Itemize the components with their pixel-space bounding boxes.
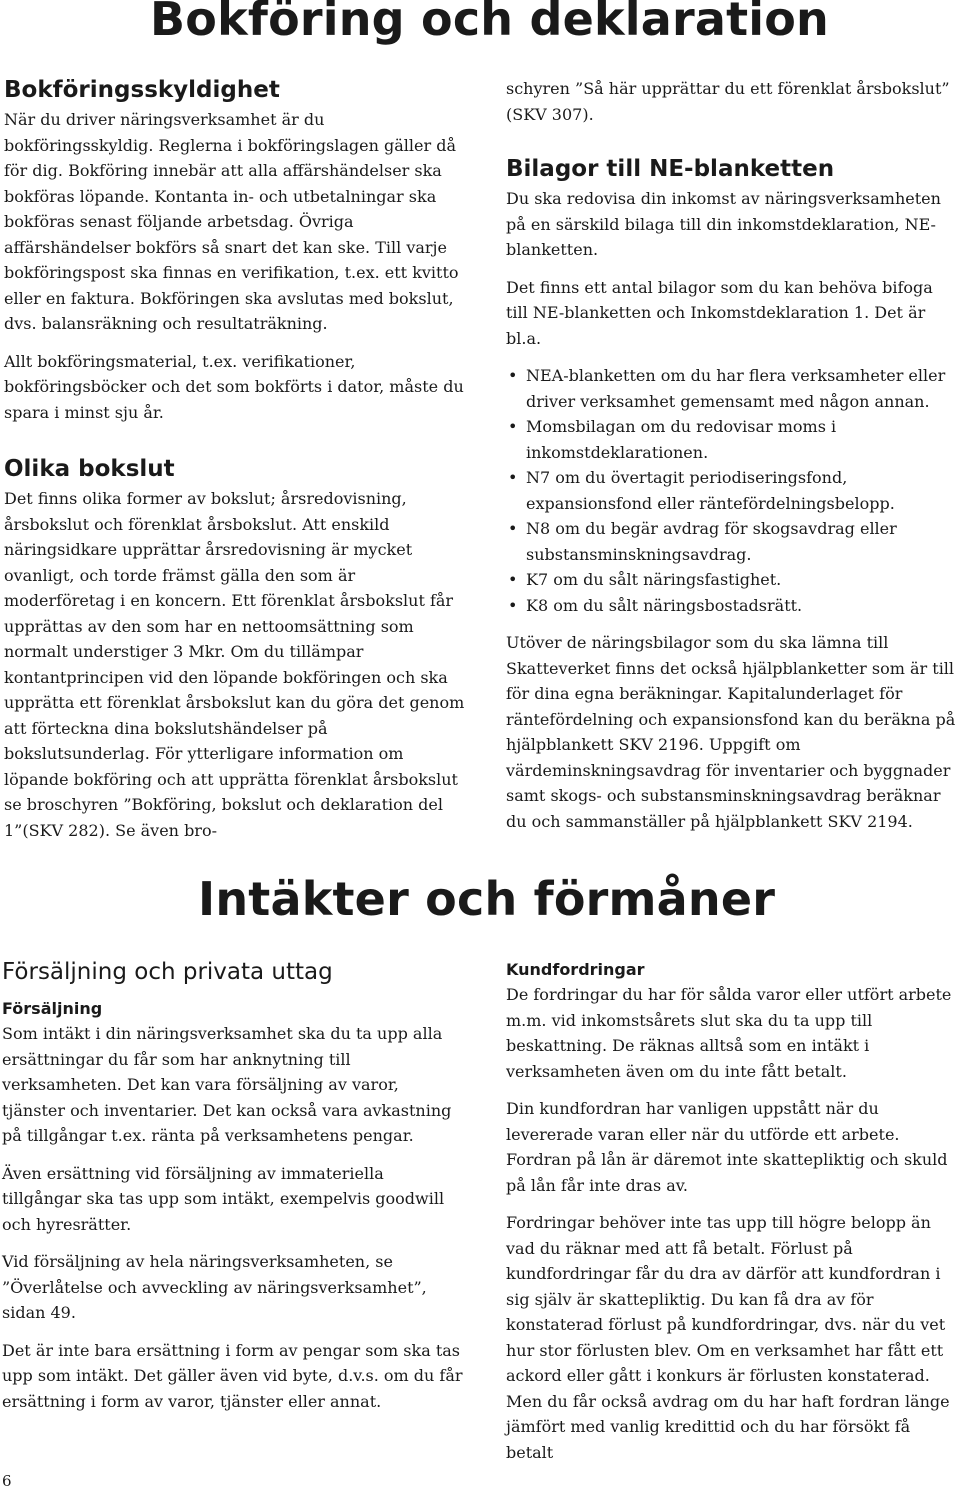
paragraph: Fordringar behöver inte tas upp till högre belopp än vad du räknar med att få betalt. Förlust på kundfordringar får du dra av därför att kundfordran i sig själv är skattepliktig. Du kan få dra av för konstaterad förlust på kundfordringar, dvs. när du vet hur stor förlusten blev. Om en verksamhet har fått ett ackord eller gått i konkurs är förlusten konstaterad. Men du får också avdrag om du har haft fordran länge jämfört med vanlig kredittid och du har försökt få betalt xyxy=(506,1213,950,1462)
paragraph: Även ersättning vid försäljning av immateriella tillgångar ska tas upp som intäkt, exempelvis goodwill och hyresrätter. xyxy=(2,1163,445,1234)
heading-bokforingsskyldighet: Bokföringsskyldighet xyxy=(4,77,280,103)
heading-olika-bokslut: Olika bokslut xyxy=(4,456,175,482)
list-item: • Momsbilagan om du redovisar moms i inkomstdeklarationen. xyxy=(506,414,958,465)
column-top-left xyxy=(4,76,466,855)
paragraph: Det finns ett antal bilagor som du kan behöva bifoga till NE-blanketten och Inkomstdeklaration 1. Det är bl.a. xyxy=(506,277,933,348)
list-item: • N8 om du begär avdrag för skogsavdrag eller substansminskningsavdrag. xyxy=(506,516,958,567)
paragraph: Vid försäljning av hela näringsverksamheten, se ”Överlåtelse och avveckling av näringsverksamhet”, sidan 49. xyxy=(2,1252,427,1322)
paragraph: Det är inte bara ersättning i form av pengar som ska tas upp som intäkt. Det gäller även vid byte, d.v.s. om du får ersättning i form av varor, tjänster eller annat. xyxy=(2,1340,463,1411)
subheading-forsaljning: Försäljning xyxy=(2,999,103,1018)
page-number: 6 xyxy=(2,1472,12,1490)
subheading-kundfordringar: Kundfordringar xyxy=(506,960,645,979)
section-title: Intäkter och förmåner xyxy=(198,872,776,926)
heading-forsaljning-och-privata-uttag: Försäljning och privata uttag xyxy=(2,959,333,985)
list-item: • N7 om du övertagit periodiseringsfond, expansionsfond eller räntefördelningsbelopp. xyxy=(506,465,958,516)
paragraph: Allt bokföringsmaterial, t.ex. verifikationer, bokföringsböcker och det som bokförts i dator, måste du spara i minst sju år. xyxy=(4,351,464,422)
paragraph: Utöver de näringsbilagor som du ska lämna till Skatteverket finns det också hjälpblanketter som är till för dina egna beräkningar. Kapitalunderlaget för räntefördelning och expansionsfond kan du beräkna på hjälpblankett SKV 2196. Uppgift om värdeminskningsavdrag för inventarier och byggnader samt skogs- och substansminskningsavdrag beräknar du och sammanställer på hjälpblankett SKV 2194. xyxy=(506,633,956,831)
heading-bilagor: Bilagor till NE-blanketten xyxy=(506,156,835,182)
column-bottom-left xyxy=(2,958,464,1426)
paragraph: Din kundfordran har vanligen uppstått när du levererade varan eller när du utförde ett arbete. Fordran på lån är däremot inte skattepliktig och skuld på lån får inte dras av. xyxy=(506,1099,948,1195)
column-bottom-right xyxy=(506,958,960,1477)
bullet-list xyxy=(506,363,958,618)
column-top-right xyxy=(506,76,958,846)
paragraph: schyren ”Så här upprättar du ett förenklat årsbokslut” (SKV 307). xyxy=(506,79,950,124)
list-item: • K7 om du sålt näringsfastighet. xyxy=(506,567,958,593)
paragraph: De fordringar du har för sålda varor eller utfört arbete m.m. vid inkomstsårets slut ska du ta upp till beskattning. De räknas alltså som en intäkt i verksamheten även om du inte fått betalt. xyxy=(506,985,952,1081)
paragraph: Som intäkt i din näringsverksamhet ska du ta upp alla ersättningar du får som har anknytning till verksamheten. Det kan vara försäljning av varor, tjänster och inventarier. Det kan också vara avkastning på tillgångar t.ex. ränta på verksamhetens pengar. xyxy=(2,1024,452,1145)
paragraph: Det finns olika former av bokslut; årsredovisning, årsbokslut och förenklat årsbokslut. Att enskild näringsidkare upprättar årsredovisning är mycket ovanligt, och torde främst gälla den som är moderföretag i en koncern. Ett förenklat årsbokslut får upprättas av den som har en nettoomsättning som normalt understiger 3 Mkr. Om du tillämpar kontantprincipen vid den löpande bokföringen och ska upprätta ett förenklat årsbokslut kan du göra det genom att förteckna dina bokslutshändelser på bokslutsunderlag. För ytterligare information om löpande bokföring och att upprätta förenklat årsbokslut se broschyren ”Bokföring, bokslut och deklaration del 1”(SKV 282). Se även bro- xyxy=(4,489,465,840)
list-item: • NEA-blanketten om du har flera verksamheter eller driver verksamhet gemensamt med någon annan. xyxy=(506,363,958,414)
list-item: • K8 om du sålt näringsbostadsrätt. xyxy=(506,593,958,619)
paragraph: Du ska redovisa din inkomst av näringsverksamheten på en särskild bilaga till din inkomstdeklaration, NE-blanketten. xyxy=(506,189,941,259)
paragraph: När du driver näringsverksamhet är du bokföringsskyldig. Reglerna i bokföringslagen gäller då för dig. Bokföring innebär att alla affärshändelser ska bokföras löpande. Kontanta in- och utbetalningar ska bokföras senast följande arbetsdag. Övriga affärshändelser bokförs så snart det kan ske. Till varje bokföringspost ska finnas en verifikation, t.ex. ett kvitto eller en faktura. Bokföringen ska avslutas med bokslut, dvs. balansräkning och resultaträkning. xyxy=(4,110,459,333)
page-title: Bokföring och deklaration xyxy=(150,0,830,46)
